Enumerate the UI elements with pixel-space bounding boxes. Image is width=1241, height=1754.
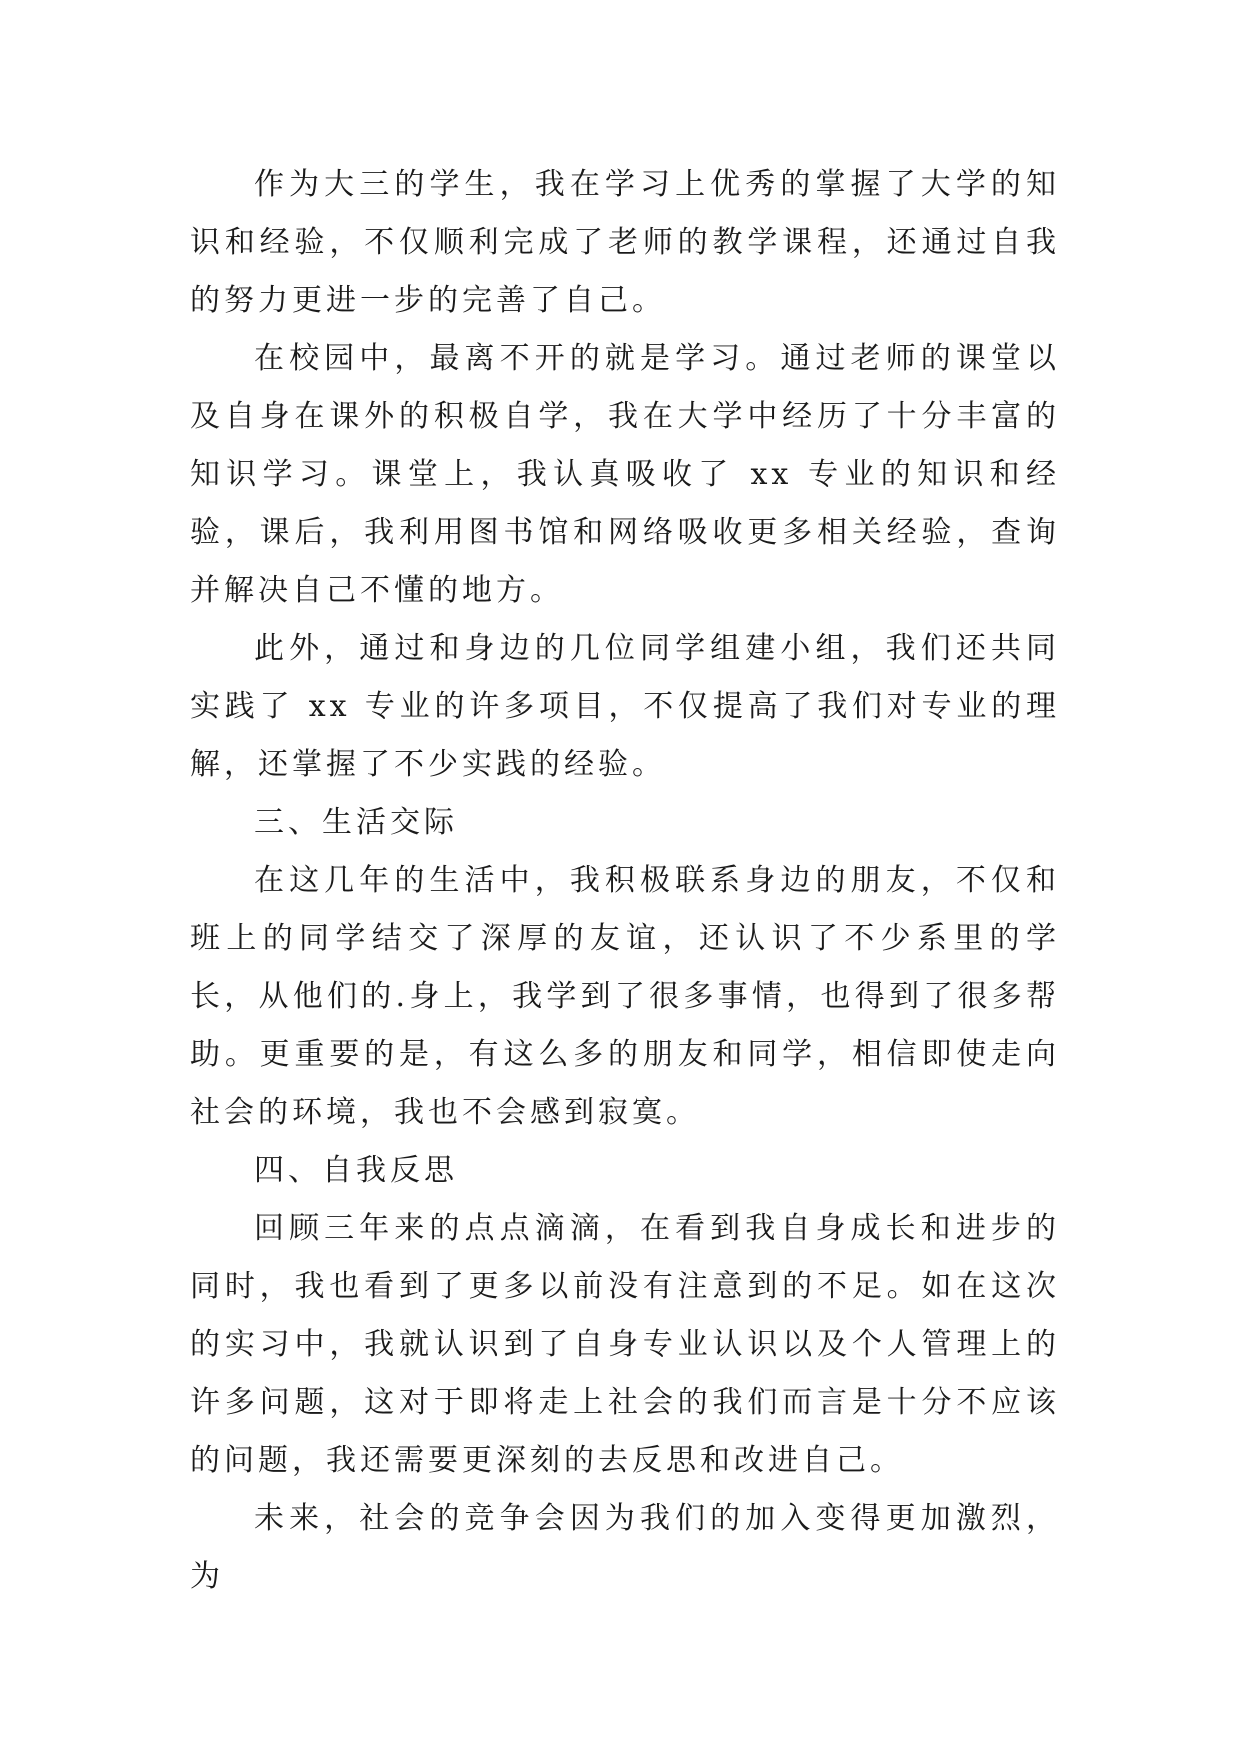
section-heading-self-reflection: 四、自我反思 — [254, 1153, 458, 1188]
paragraph-campus-learning: 在校园中，最离不开的就是学习。通过老师的课堂以及自身在课外的积极自学，我在大学中经历了十分丰富的知识学习。课堂上，我认真吸收了 xx 专业的知识和经验，课后，我利用图书馆和网络吸收更多相关经验，查询并解决自己不懂的地方。 — [190, 341, 1060, 608]
paragraph-study-summary: 作为大三的学生，我在学习上优秀的掌握了大学的知识和经验，不仅顺利完成了老师的教学课程，还通过自我的努力更进一步的完善了自己。 — [190, 167, 1060, 318]
paragraph-group-practice: 此外，通过和身边的几位同学组建小组，我们还共同实践了 xx 专业的许多项目，不仅提高了我们对专业的理解，还掌握了不少实践的经验。 — [190, 631, 1060, 782]
paragraph-social-life: 在这几年的生活中，我积极联系身边的朋友，不仅和班上的同学结交了深厚的友谊，还认识了不少系里的学长，从他们的.身上，我学到了很多事情，也得到了很多帮助。更重要的是，有这么多的朋友和同学，相信即使走向社会的环境，我也不会感到寂寞。 — [190, 863, 1060, 1130]
paragraph-future: 未来，社会的竞争会因为我们的加入变得更加激烈，为 — [190, 1501, 1060, 1594]
paragraph-self-reflection: 回顾三年来的点点滴滴，在看到我自身成长和进步的同时，我也看到了更多以前没有注意到的不足。如在这次的实习中，我就认识到了自身专业认识以及个人管理上的许多问题，这对于即将走上社会的我们而言是十分不应该的问题，我还需要更深刻的去反思和改进自己。 — [190, 1211, 1060, 1478]
section-heading-social-life: 三、生活交际 — [254, 805, 458, 840]
document-body — [190, 156, 1060, 1606]
